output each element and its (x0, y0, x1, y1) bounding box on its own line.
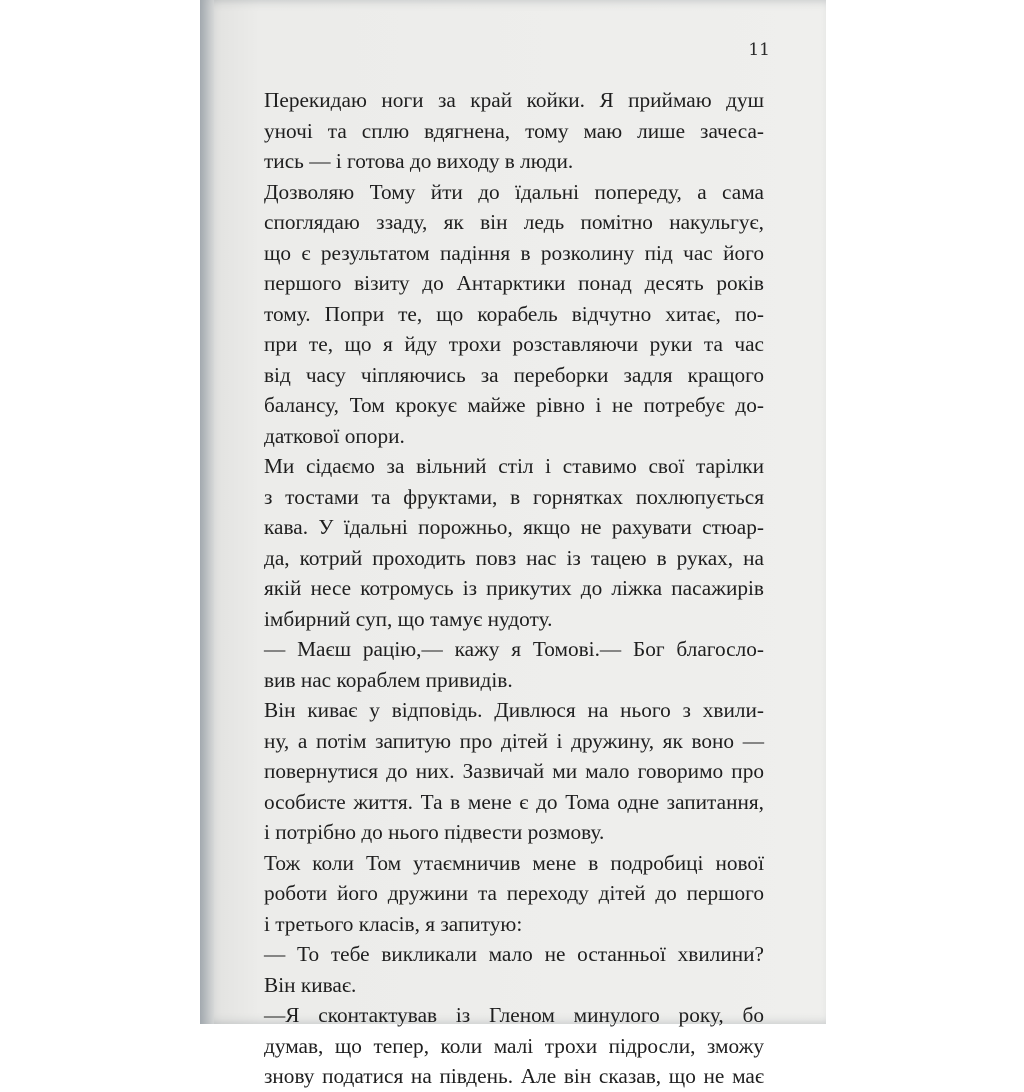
text-line: і потрібно до нього підвести розмову. (264, 820, 605, 844)
text-line: що є результатом падіння в розколину під час його (264, 240, 764, 265)
text-line: тому. Попри те, що корабель відчутно хитає, по- (264, 301, 764, 326)
book-page (200, 0, 826, 1088)
text-line: Дозволяю Тому йти до їдальні попереду, а сама (264, 179, 764, 204)
text-line: Перекидаю ноги за край койки. Я приймаю душ (264, 88, 764, 112)
text-line: і третього класів, я запитую: (264, 911, 523, 936)
paragraph (264, 451, 764, 634)
text-line: Тож коли Том утаємничив мене в подробиці нової (264, 850, 764, 875)
text-line: — Маєш рацію,— кажу я Томові.— Бог благосло- (264, 637, 764, 661)
body-text (264, 85, 764, 1092)
text-line: якій несе котромусь із прикутих до ліжка пасажирів (264, 576, 764, 600)
paragraph (264, 177, 764, 452)
text-line: балансу, Том крокує майже рівно і не потребує до- (264, 393, 764, 417)
text-line: —Я сконтактував із Гленом минулого року, бо (264, 1003, 764, 1027)
page-number: 11 (748, 40, 770, 60)
text-line: вив нас кораблем привидів. (264, 667, 513, 692)
paragraph (264, 634, 764, 695)
text-line: ну, а потім запитую про дітей і дружину, як воно — (264, 728, 764, 753)
text-line: імбирний суп, що тамує нудоту. (264, 606, 553, 631)
page-binding-shadow (200, 0, 214, 1024)
paragraph (264, 1000, 764, 1092)
text-line: повернутися до них. Зазвичай ми мало говоримо про (264, 759, 764, 783)
text-line: від часу чіпляючись за переборки задля кращого (264, 362, 764, 387)
text-line: тись — і готова до виходу в люди. (264, 149, 574, 173)
text-line: даткової опори. (264, 423, 405, 448)
text-line: з тостами та фруктами, в горнятках похлюпується (264, 484, 764, 509)
text-line: кава. У їдальні порожньо, якщо не рахувати стюар- (264, 515, 764, 539)
text-line: уночі та сплю вдягнена, тому маю лише зачеса- (264, 118, 764, 143)
text-line: думав, що тепер, коли малі трохи підросли, зможу (264, 1033, 764, 1058)
paragraph (264, 695, 764, 848)
text-line: знову податися на південь. Але він сказав, що не має (264, 1064, 764, 1088)
text-line: да, котрий проходить повз нас із тацею в руках, на (264, 545, 764, 570)
text-line: Він киває. (264, 972, 357, 997)
text-line: Він киває у відповідь. Дивлюся на нього з хвили- (264, 698, 764, 722)
text-line: Ми сідаємо за вільний стіл і ставимо свої тарілки (264, 454, 764, 478)
paragraph (264, 970, 764, 1001)
text-line: — То тебе викликали мало не останньої хвилини? (264, 942, 764, 966)
text-line: особисте життя. Та в мене є до Тома одне запитання, (264, 789, 764, 814)
text-line: роботи його дружини та переходу дітей до першого (264, 881, 764, 905)
text-line: споглядаю ззаду, як він ледь помітно накульгує, (264, 210, 764, 234)
paragraph (264, 939, 764, 970)
text-line: при те, що я йду трохи розставляючи руки та час (264, 332, 764, 356)
paragraph (264, 85, 764, 177)
text-line: першого візиту до Антарктики понад десять років (264, 271, 764, 295)
paragraph (264, 848, 764, 940)
